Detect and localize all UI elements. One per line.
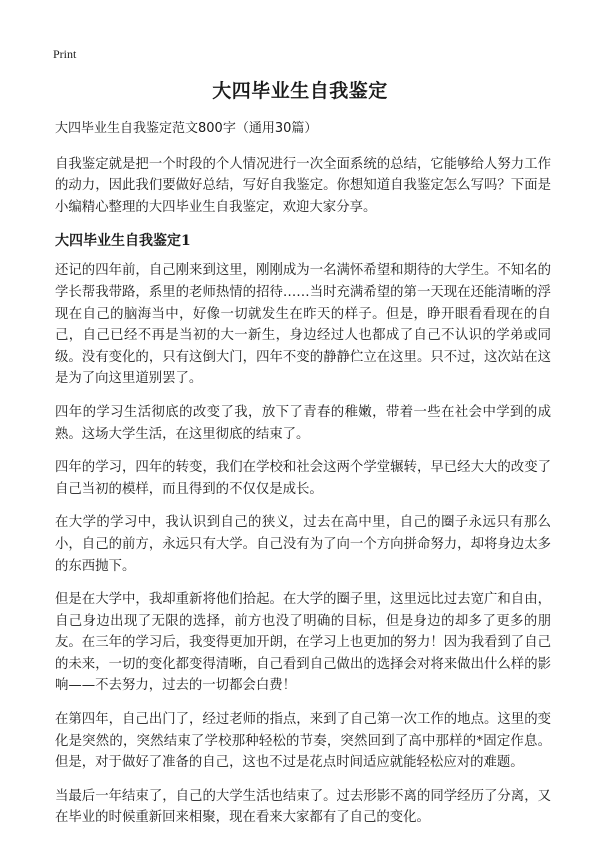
document-title: 大四毕业生自我鉴定 xyxy=(212,80,388,102)
section-heading: 大四毕业生自我鉴定1 xyxy=(55,233,191,250)
document-subtitle: 大四毕业生自我鉴定范文800字（通用30篇） xyxy=(55,121,318,136)
intro-paragraph: 自我鉴定就是把一个时段的个人情况进行一次全面系统的总结，它能够给人努力工作的动力，因此我们要做好总结，写好自我鉴定。你想知道自我鉴定怎么写吗？下面是小编精心整理的大四毕业生自我鉴定，欢迎大家分享。 xyxy=(55,156,551,215)
body-paragraph: 四年的学习生活彻底的改变了我，放下了青春的稚嫩，带着一些在社会中学到的成熟。这场大学生活，在这里彻底的结束了。 xyxy=(55,404,551,442)
body-paragraph: 在第四年，自己出门了，经过老师的指点，来到了自己第一次工作的地点。这里的变化是突然的，突然结束了学校那种轻松的节奏，突然回到了高中那样的*固定作息。但是，对于做好了准备的自己，这也不过是花点时间适应就能轻松应对的难题。 xyxy=(55,712,551,771)
body-paragraph: 但是在大学中，我却重新将他们拾起。在大学的圈子里，这里远比过去宽广和自由，自己身边出现了无限的选择，前方也没了明确的目标，但是身边的却多了更多的朋友。在三年的学习后，我变得更加开朗，在学习上也更加的努力！因为我看到了自己的未来，一切的变化都变得清晰，自己看到自己做出的选择会对将来做出什么样的影响——不去努力，过去的一切都会白费！ xyxy=(55,592,551,694)
body-paragraph: 还记的四年前，自己刚来到这里，刚刚成为一名满怀希望和期待的大学生。不知名的学长帮我带路，系里的老师热情的招待……当时充满希望的第一天现在还能清晰的浮现在自己的脑海当中，好像一切就发生在昨天的样子。但是，睁开眼看看现在的自己，自己已经不再是当初的大一新生，身边经过人也都成了自己不认识的学弟或同级。没有变化的，只有这倒大门，四年不变的静静伫立在这里。只不过，这次站在这是为了向这里道别罢了。 xyxy=(55,263,551,387)
print-link[interactable]: Print xyxy=(53,47,77,61)
document-body xyxy=(55,118,551,841)
body-paragraph: 四年的学习，四年的转变，我们在学校和社会这两个学堂辗转，早已经大大的改变了自己当初的模样，而且得到的不仅仅是成长。 xyxy=(55,460,551,497)
body-paragraph: 在大学的学习中，我认识到自己的狭义，过去在高中里，自己的圈子永远只有那么小，自己的前方，永远只有大学。自己没有为了向一个方向拼命努力，却将身边太多的东西抛下。 xyxy=(55,515,551,574)
body-paragraph: 当最后一年结束了，自己的大学生活也结束了。过去形影不离的同学经历了分离，又在毕业的时候重新回来相聚，现在看来大家都有了自己的变化。 xyxy=(55,788,551,826)
